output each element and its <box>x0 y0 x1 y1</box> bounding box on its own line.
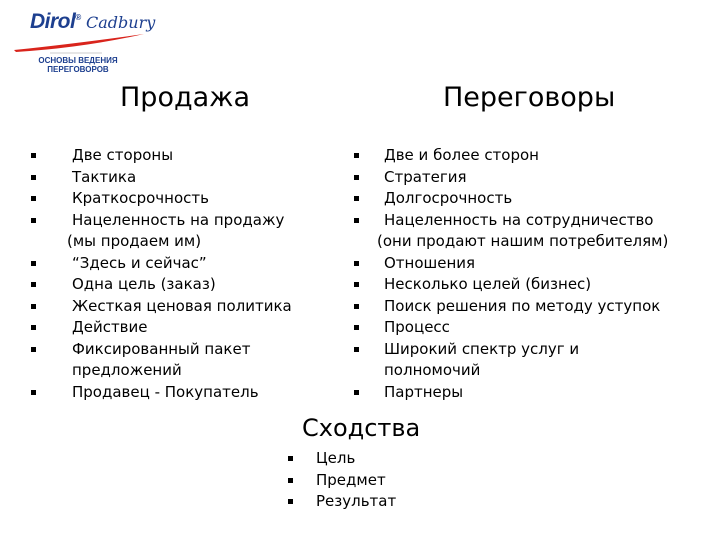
square-bullet-icon <box>31 196 36 201</box>
list-item-continuation: (они продают нашим потребителям) <box>377 232 669 250</box>
list-item <box>352 210 720 253</box>
list-item <box>28 296 328 318</box>
square-bullet-icon <box>354 347 359 352</box>
square-bullet-icon <box>31 218 36 223</box>
list-item-text: Нацеленность на сотрудничество <box>384 210 654 229</box>
list-item-text: Действие <box>72 318 148 336</box>
square-bullet-icon <box>354 218 359 223</box>
list-item-text: Нацеленность на продажу <box>72 210 285 229</box>
list-item-continuation: предложений <box>72 361 182 379</box>
square-bullet-icon <box>354 282 359 287</box>
square-bullet-icon <box>354 153 359 158</box>
square-bullet-icon <box>354 304 359 309</box>
list-item <box>28 382 328 404</box>
negotiation-list <box>352 145 720 403</box>
similarities-title: Сходства <box>302 414 421 442</box>
list-item-text: Продавец - Покупатель <box>72 382 259 401</box>
list-item <box>352 188 720 210</box>
list-item-text: Результат <box>316 492 397 510</box>
list-item-text: Фиксированный пакет <box>72 339 251 358</box>
list-item <box>352 253 720 275</box>
list-item <box>352 317 720 339</box>
list-item-text: Две стороны <box>72 146 174 164</box>
list-item <box>352 339 720 382</box>
list-item <box>28 317 328 339</box>
list-item <box>28 167 328 189</box>
list-item <box>28 210 328 253</box>
list-item-text: Жесткая ценовая политика <box>72 296 292 315</box>
square-bullet-icon <box>288 456 293 461</box>
list-item-text: Несколько целей (бизнес) <box>384 275 592 293</box>
list-item <box>28 339 328 382</box>
list-item-text: Цель <box>316 449 356 467</box>
square-bullet-icon <box>31 153 36 158</box>
list-item <box>28 188 328 210</box>
similarities-list <box>283 448 483 513</box>
list-item <box>352 382 720 404</box>
square-bullet-icon <box>31 261 36 266</box>
square-bullet-icon <box>31 282 36 287</box>
square-bullet-icon <box>288 499 293 504</box>
list-item-text: “Здесь и сейчас” <box>72 253 207 272</box>
square-bullet-icon <box>354 175 359 180</box>
sale-list <box>28 145 328 403</box>
square-bullet-icon <box>354 261 359 266</box>
list-item-text: Тактика <box>72 167 137 186</box>
list-item-text: Отношения <box>384 253 476 272</box>
list-item-text: Партнеры <box>384 382 464 401</box>
list-item <box>352 296 720 318</box>
list-item-text: Стратегия <box>384 167 467 186</box>
list-item <box>28 145 328 167</box>
list-item <box>28 274 328 296</box>
list-item <box>352 274 720 296</box>
list-item <box>352 145 720 167</box>
square-bullet-icon <box>31 347 36 352</box>
list-item-text: Долгосрочность <box>384 189 513 207</box>
logo-maker: Cadbury <box>86 13 156 32</box>
logo-swoosh-icon <box>12 30 147 54</box>
list-item <box>283 448 483 470</box>
negotiation-title: Переговоры <box>443 82 616 113</box>
logo <box>12 6 156 86</box>
list-item <box>28 253 328 275</box>
list-item-continuation: полномочий <box>384 361 481 379</box>
sale-title: Продажа <box>120 82 251 113</box>
logo-caption: ОСНОВЫ ВЕДЕНИЯ ПЕРЕГОВОРОВ <box>38 56 118 74</box>
list-item <box>352 167 720 189</box>
list-item-continuation: (мы продаем им) <box>67 232 202 250</box>
list-item-text: Предмет <box>316 470 386 489</box>
list-item <box>283 470 483 492</box>
list-item-text: Краткосрочность <box>72 189 209 207</box>
logo-brand: Dirol® <box>30 10 81 33</box>
square-bullet-icon <box>31 175 36 180</box>
square-bullet-icon <box>354 325 359 330</box>
list-item-text: Процесс <box>384 318 450 336</box>
square-bullet-icon <box>288 478 293 483</box>
list-item-text: Поиск решения по методу уступок <box>384 296 661 315</box>
list-item-text: Две и более сторон <box>384 146 539 164</box>
list-item-text: Широкий спектр услуг и <box>384 339 580 358</box>
square-bullet-icon <box>354 196 359 201</box>
list-item-text: Одна цель (заказ) <box>72 275 216 293</box>
square-bullet-icon <box>31 390 36 395</box>
square-bullet-icon <box>31 304 36 309</box>
square-bullet-icon <box>354 390 359 395</box>
list-item <box>283 491 483 513</box>
square-bullet-icon <box>31 325 36 330</box>
